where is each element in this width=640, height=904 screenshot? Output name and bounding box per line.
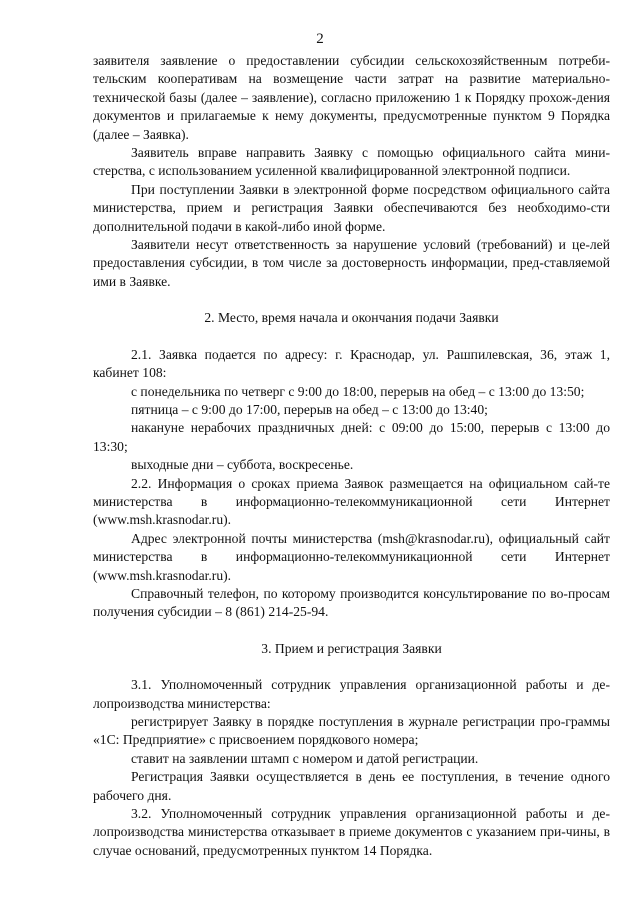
paragraph: 2.2. Информация о сроках приема Заявок размещается на официальном сай-те министерства в информационно-телекоммуникационной сети Интернет (www.msh.krasnodar.ru). (93, 475, 610, 528)
paragraph: заявителя заявление о предоставлении субсидии сельскохозяйственным потреби-тельским кооперативам на возмещение части затрат на развитие материально-технической базы (далее – заявление), согласно приложению 1 к Порядку прохож-дения документов и прилагаемые к нему документы, предусмотренные пунктом 9 Порядка (далее – Заявка). (93, 53, 610, 142)
spacer (93, 328, 610, 346)
paragraph: Справочный телефон, по которому производится консультирование по во-просам получения субсидии – 8 (861) 214-25-94. (93, 585, 610, 620)
paragraph: пятница – с 9:00 до 17:00, перерыв на обед – с 13:00 до 13:40; (131, 401, 488, 417)
paragraph: Заявитель вправе направить Заявку с помощью официального сайта мини-стерства, с использованием усиленной квалифицированной электронной подписи. (93, 145, 610, 179)
page-number: 2 (316, 31, 324, 47)
paragraph: Регистрация Заявки осуществляется в день ее поступления, в течение одного рабочего дня. (93, 769, 610, 803)
paragraph: 3.1. Уполномоченный сотрудник управления организационной работы и де-лопроизводства министерства: (93, 677, 610, 711)
paragraph: накануне нерабочих праздничных дней: с 09:00 до 15:00, перерыв с 13:00 до 13:30; (93, 420, 610, 454)
paragraph: регистрирует Заявку в порядке поступления в журнале регистрации про-граммы «1С: Предприятие» с присвоением порядкового номера; (93, 714, 610, 748)
paragraph: 2.1. Заявка подается по адресу: г. Краснодар, ул. Рашпилевская, 36, этаж 1, кабинет 108: (93, 346, 610, 381)
paragraph: 3.2. Уполномоченный сотрудник управления организационной работы и де-лопроизводства министерства отказывает в приеме документов с указанием при-чины, в случае оснований, предусмотренных пунктом 14 Порядка. (93, 806, 610, 858)
document-body (93, 52, 610, 860)
section-heading: 2. Место, время начала и окончания подачи Заявки (204, 310, 499, 326)
paragraph: выходные дни – суббота, воскресенье. (131, 457, 354, 473)
spacer (93, 291, 610, 309)
spacer (93, 622, 610, 640)
paragraph: При поступлении Заявки в электронной форме посредством официального сайта министерства, прием и регистрация Заявки обеспечиваются без необходимо-сти дополнительной подачи в какой-либо иной форме. (93, 181, 610, 234)
paragraph: ставит на заявлении штамп с номером и датой регистрации. (131, 750, 479, 766)
spacer (93, 658, 610, 676)
paragraph: Заявители несут ответственность за нарушение условий (требований) и це-лей предоставления субсидии, в том числе за достоверность информации, пред-ставляемой ими в Заявке. (93, 237, 610, 289)
paragraph: с понедельника по четверг с 9:00 до 18:00, перерыв на обед – с 13:00 до 13:50; (131, 383, 585, 399)
section-heading: 3. Прием и регистрация Заявки (261, 640, 442, 656)
paragraph: Адрес электронной почты министерства (msh@krasnodar.ru), официальный сайт министерства в информационно-телекоммуникационной сети Интернет (www.msh.krasnodar.ru). (93, 530, 610, 583)
